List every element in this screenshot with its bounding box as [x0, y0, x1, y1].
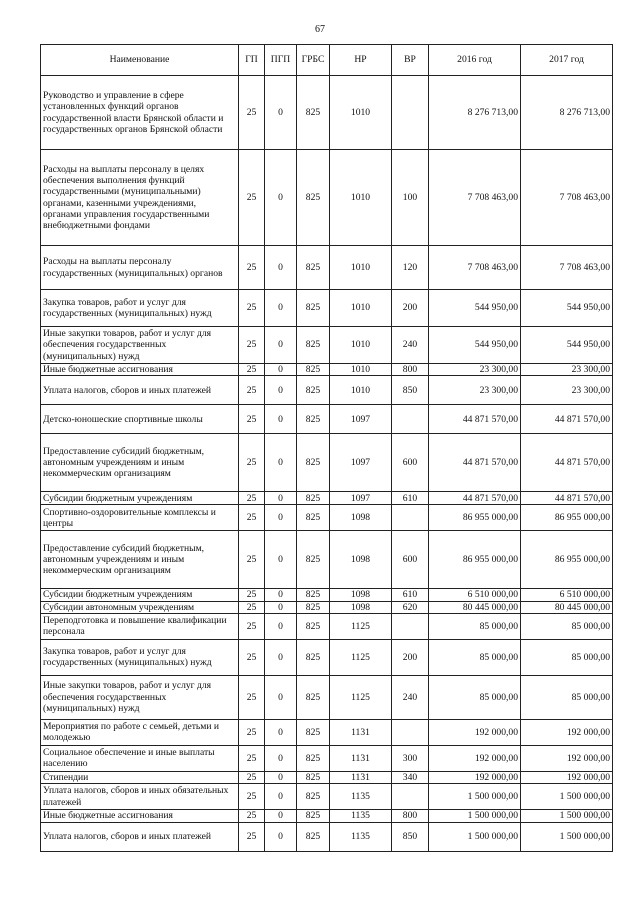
row-name: Расходы на выплаты персоналу государственных (муниципальных) органов: [41, 246, 239, 290]
header-row: [41, 45, 613, 76]
row-2016: 23 300,00: [429, 376, 521, 405]
row-gp: 25: [239, 376, 265, 405]
row-nr: 1010: [330, 364, 392, 376]
row-gp: 25: [239, 613, 265, 639]
row-nr: 1098: [330, 601, 392, 613]
table-row: [41, 327, 613, 364]
table-row: [41, 601, 613, 613]
row-vr: 610: [392, 492, 429, 505]
row-gp: 25: [239, 822, 265, 851]
row-2017: 7 708 463,00: [521, 246, 613, 290]
row-2016: 1 500 000,00: [429, 810, 521, 822]
row-nr: 1010: [330, 76, 392, 150]
row-gp: 25: [239, 290, 265, 327]
row-nr: 1131: [330, 719, 392, 745]
row-pgp: 0: [265, 76, 297, 150]
row-grbs: 825: [297, 675, 330, 719]
row-gp: 25: [239, 531, 265, 589]
row-pgp: 0: [265, 505, 297, 531]
row-name: Стипендии: [41, 771, 239, 783]
row-2016: 8 276 713,00: [429, 76, 521, 150]
row-2017: 23 300,00: [521, 376, 613, 405]
row-name: Социальное обеспечение и иные выплаты населению: [41, 745, 239, 771]
row-pgp: 0: [265, 639, 297, 675]
row-gp: 25: [239, 639, 265, 675]
row-vr: 340: [392, 771, 429, 783]
row-2017: 1 500 000,00: [521, 822, 613, 851]
row-vr: [392, 784, 429, 810]
row-nr: 1135: [330, 784, 392, 810]
row-pgp: 0: [265, 150, 297, 246]
row-pgp: 0: [265, 364, 297, 376]
row-name: Иные закупки товаров, работ и услуг для обеспечения государственных (муниципальных) нужд: [41, 327, 239, 364]
row-2016: 44 871 570,00: [429, 492, 521, 505]
row-2017: 23 300,00: [521, 364, 613, 376]
row-vr: 800: [392, 810, 429, 822]
row-nr: 1010: [330, 246, 392, 290]
row-gp: 25: [239, 675, 265, 719]
table-row: [41, 745, 613, 771]
row-grbs: 825: [297, 364, 330, 376]
row-grbs: 825: [297, 784, 330, 810]
row-pgp: 0: [265, 434, 297, 492]
row-2016: 1 500 000,00: [429, 822, 521, 851]
row-grbs: 825: [297, 150, 330, 246]
row-2016: 85 000,00: [429, 639, 521, 675]
row-2016: 86 955 000,00: [429, 531, 521, 589]
row-2017: 86 955 000,00: [521, 505, 613, 531]
header-gp: ГП: [239, 45, 265, 76]
table-row: [41, 822, 613, 851]
row-vr: 100: [392, 150, 429, 246]
table-row: [41, 810, 613, 822]
row-vr: [392, 719, 429, 745]
row-2017: 85 000,00: [521, 675, 613, 719]
row-pgp: 0: [265, 810, 297, 822]
row-name: Спортивно-оздоровительные комплексы и центры: [41, 505, 239, 531]
row-nr: 1010: [330, 327, 392, 364]
row-nr: 1125: [330, 639, 392, 675]
row-grbs: 825: [297, 601, 330, 613]
header-name: Наименование: [41, 45, 239, 76]
header-2017: 2017 год: [521, 45, 613, 76]
row-2017: 544 950,00: [521, 290, 613, 327]
row-grbs: 825: [297, 639, 330, 675]
row-grbs: 825: [297, 771, 330, 783]
page-number: 67: [315, 24, 325, 35]
table-row: [41, 290, 613, 327]
row-vr: 800: [392, 364, 429, 376]
row-2016: 85 000,00: [429, 675, 521, 719]
row-2017: 8 276 713,00: [521, 76, 613, 150]
row-gp: 25: [239, 505, 265, 531]
row-pgp: 0: [265, 531, 297, 589]
table-row: [41, 784, 613, 810]
row-grbs: 825: [297, 434, 330, 492]
row-2017: 7 708 463,00: [521, 150, 613, 246]
table-row: [41, 589, 613, 601]
row-grbs: 825: [297, 405, 330, 434]
row-name: Детско-юношеские спортивные школы: [41, 405, 239, 434]
row-vr: 620: [392, 601, 429, 613]
row-pgp: 0: [265, 492, 297, 505]
header-2016: 2016 год: [429, 45, 521, 76]
table-row: [41, 364, 613, 376]
row-gp: 25: [239, 246, 265, 290]
row-2017: 44 871 570,00: [521, 492, 613, 505]
row-pgp: 0: [265, 719, 297, 745]
row-name: Переподготовка и повышение квалификации персонала: [41, 613, 239, 639]
row-vr: 610: [392, 589, 429, 601]
row-name: Уплата налогов, сборов и иных платежей: [41, 376, 239, 405]
row-grbs: 825: [297, 376, 330, 405]
row-pgp: 0: [265, 601, 297, 613]
row-name: Закупка товаров, работ и услуг для государственных (муниципальных) нужд: [41, 290, 239, 327]
row-nr: 1097: [330, 405, 392, 434]
row-vr: [392, 76, 429, 150]
row-2017: 86 955 000,00: [521, 531, 613, 589]
row-2017: 85 000,00: [521, 639, 613, 675]
row-name: Расходы на выплаты персоналу в целях обеспечения выполнения функций государственными (муниципальными) органами, казенными учреждениями, органами управления государственными внебюджетными фондами: [41, 150, 239, 246]
row-vr: [392, 405, 429, 434]
row-2016: 544 950,00: [429, 290, 521, 327]
row-nr: 1125: [330, 613, 392, 639]
row-2016: 6 510 000,00: [429, 589, 521, 601]
row-pgp: 0: [265, 613, 297, 639]
row-grbs: 825: [297, 327, 330, 364]
row-name: Уплата налогов, сборов и иных платежей: [41, 822, 239, 851]
row-name: Иные бюджетные ассигнования: [41, 810, 239, 822]
row-name: Мероприятия по работе с семьей, детьми и молодежью: [41, 719, 239, 745]
row-pgp: 0: [265, 675, 297, 719]
row-nr: 1131: [330, 745, 392, 771]
row-gp: 25: [239, 150, 265, 246]
header-pgp: ПГП: [265, 45, 297, 76]
row-vr: [392, 505, 429, 531]
row-grbs: 825: [297, 613, 330, 639]
table-row: [41, 719, 613, 745]
row-pgp: 0: [265, 822, 297, 851]
row-2016: 192 000,00: [429, 771, 521, 783]
row-name: Закупка товаров, работ и услуг для государственных (муниципальных) нужд: [41, 639, 239, 675]
row-2017: 192 000,00: [521, 771, 613, 783]
row-grbs: 825: [297, 505, 330, 531]
row-2016: 85 000,00: [429, 613, 521, 639]
row-2017: 1 500 000,00: [521, 784, 613, 810]
table-row: [41, 434, 613, 492]
row-grbs: 825: [297, 290, 330, 327]
row-nr: 1098: [330, 505, 392, 531]
row-2017: 44 871 570,00: [521, 434, 613, 492]
row-grbs: 825: [297, 492, 330, 505]
row-2016: 80 445 000,00: [429, 601, 521, 613]
row-grbs: 825: [297, 745, 330, 771]
budget-table: [40, 44, 613, 852]
table-row: [41, 246, 613, 290]
row-gp: 25: [239, 492, 265, 505]
row-2016: 44 871 570,00: [429, 405, 521, 434]
table-row: [41, 675, 613, 719]
table-row: [41, 405, 613, 434]
row-pgp: 0: [265, 327, 297, 364]
row-gp: 25: [239, 771, 265, 783]
row-name: Уплата налогов, сборов и иных обязательных платежей: [41, 784, 239, 810]
row-nr: 1125: [330, 675, 392, 719]
row-grbs: 825: [297, 76, 330, 150]
row-grbs: 825: [297, 719, 330, 745]
table-row: [41, 639, 613, 675]
row-vr: 600: [392, 531, 429, 589]
row-2017: 192 000,00: [521, 719, 613, 745]
table-row: [41, 771, 613, 783]
row-pgp: 0: [265, 290, 297, 327]
row-gp: 25: [239, 784, 265, 810]
row-name: Руководство и управление в сфере установленных функций органов государственной власти Брянской области и государственных органов Брянской области: [41, 76, 239, 150]
row-2016: 7 708 463,00: [429, 246, 521, 290]
row-gp: 25: [239, 601, 265, 613]
row-name: Субсидии бюджетным учреждениям: [41, 492, 239, 505]
row-2017: 6 510 000,00: [521, 589, 613, 601]
row-gp: 25: [239, 719, 265, 745]
row-2016: 23 300,00: [429, 364, 521, 376]
row-vr: 200: [392, 639, 429, 675]
row-nr: 1131: [330, 771, 392, 783]
row-gp: 25: [239, 364, 265, 376]
row-2016: 544 950,00: [429, 327, 521, 364]
row-vr: 300: [392, 745, 429, 771]
row-2016: 1 500 000,00: [429, 784, 521, 810]
row-nr: 1010: [330, 290, 392, 327]
table-row: [41, 613, 613, 639]
row-2017: 44 871 570,00: [521, 405, 613, 434]
row-gp: 25: [239, 745, 265, 771]
row-vr: 120: [392, 246, 429, 290]
table-row: [41, 492, 613, 505]
row-nr: 1010: [330, 376, 392, 405]
row-vr: 240: [392, 327, 429, 364]
row-nr: 1098: [330, 589, 392, 601]
row-gp: 25: [239, 589, 265, 601]
row-2016: 7 708 463,00: [429, 150, 521, 246]
row-2016: 192 000,00: [429, 745, 521, 771]
row-2016: 86 955 000,00: [429, 505, 521, 531]
table-row: [41, 531, 613, 589]
header-nr: НР: [330, 45, 392, 76]
table-row: [41, 505, 613, 531]
row-grbs: 825: [297, 822, 330, 851]
table-row: [41, 376, 613, 405]
row-2017: 1 500 000,00: [521, 810, 613, 822]
header-vr: ВР: [392, 45, 429, 76]
row-name: Субсидии бюджетным учреждениям: [41, 589, 239, 601]
row-name: Предоставление субсидий бюджетным, автономным учреждениям и иным некоммерческим организациям: [41, 531, 239, 589]
row-pgp: 0: [265, 771, 297, 783]
row-2017: 85 000,00: [521, 613, 613, 639]
row-pgp: 0: [265, 745, 297, 771]
row-nr: 1010: [330, 150, 392, 246]
row-vr: 240: [392, 675, 429, 719]
row-pgp: 0: [265, 405, 297, 434]
row-nr: 1135: [330, 822, 392, 851]
row-2017: 80 445 000,00: [521, 601, 613, 613]
row-gp: 25: [239, 810, 265, 822]
row-pgp: 0: [265, 784, 297, 810]
row-grbs: 825: [297, 246, 330, 290]
row-grbs: 825: [297, 531, 330, 589]
row-gp: 25: [239, 327, 265, 364]
table-row: [41, 150, 613, 246]
row-pgp: 0: [265, 376, 297, 405]
row-gp: 25: [239, 405, 265, 434]
row-vr: 850: [392, 376, 429, 405]
row-name: Иные закупки товаров, работ и услуг для обеспечения государственных (муниципальных) нужд: [41, 675, 239, 719]
row-pgp: 0: [265, 589, 297, 601]
row-name: Предоставление субсидий бюджетным, автономным учреждениям и иным некоммерческим организациям: [41, 434, 239, 492]
table-row: [41, 76, 613, 150]
row-nr: 1098: [330, 531, 392, 589]
row-2017: 544 950,00: [521, 327, 613, 364]
row-vr: 850: [392, 822, 429, 851]
row-nr: 1135: [330, 810, 392, 822]
row-pgp: 0: [265, 246, 297, 290]
row-2016: 192 000,00: [429, 719, 521, 745]
header-grbs: ГРБС: [297, 45, 330, 76]
row-grbs: 825: [297, 810, 330, 822]
row-nr: 1097: [330, 492, 392, 505]
row-vr: [392, 613, 429, 639]
row-vr: 200: [392, 290, 429, 327]
row-gp: 25: [239, 76, 265, 150]
row-vr: 600: [392, 434, 429, 492]
row-name: Иные бюджетные ассигнования: [41, 364, 239, 376]
row-nr: 1097: [330, 434, 392, 492]
row-2017: 192 000,00: [521, 745, 613, 771]
row-grbs: 825: [297, 589, 330, 601]
row-2016: 44 871 570,00: [429, 434, 521, 492]
row-gp: 25: [239, 434, 265, 492]
row-name: Субсидии автономным учреждениям: [41, 601, 239, 613]
